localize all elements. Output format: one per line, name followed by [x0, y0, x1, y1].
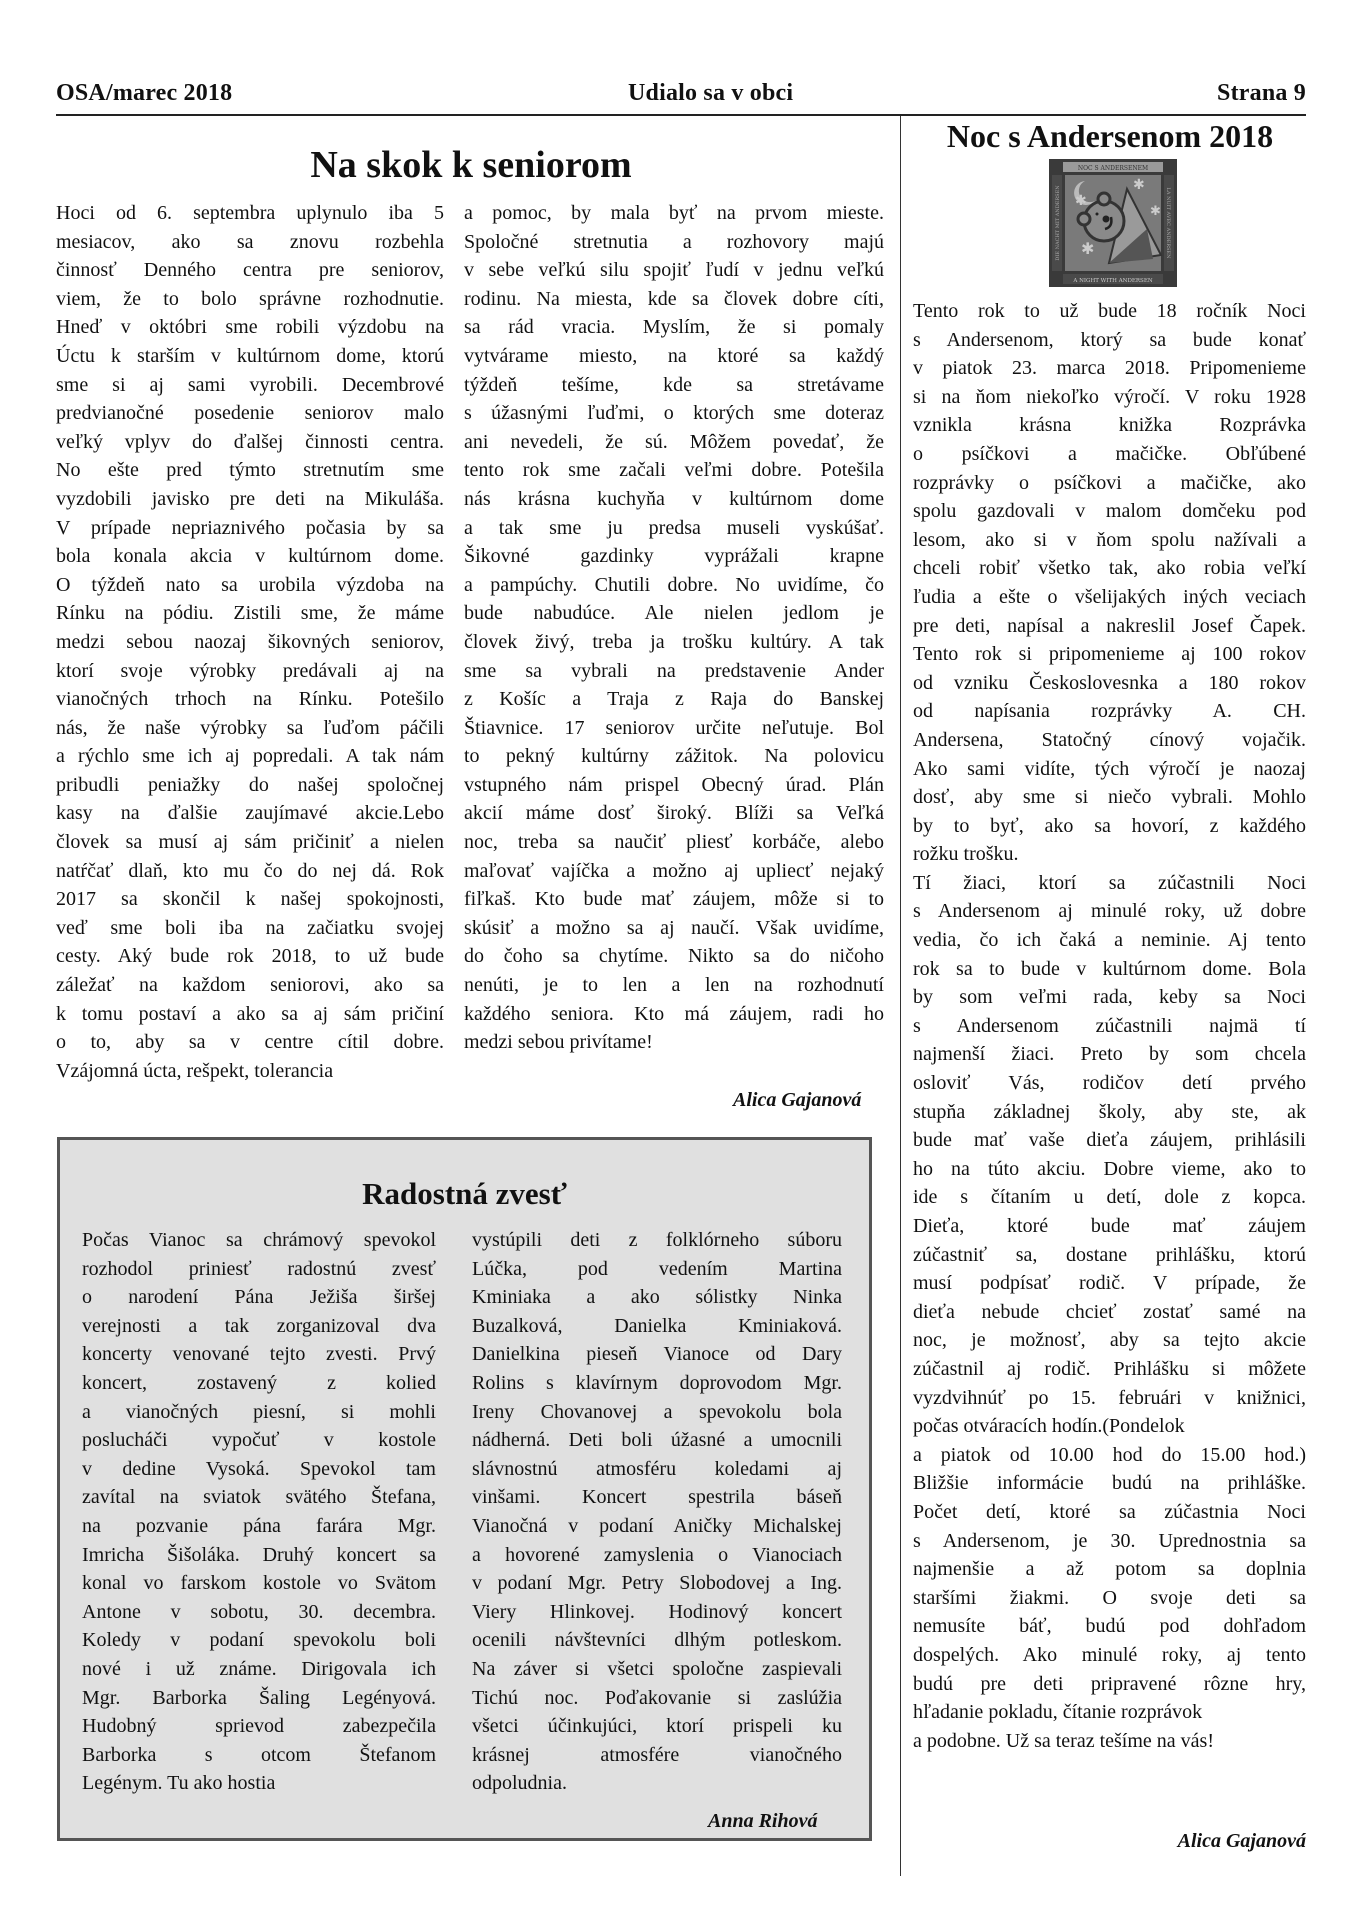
text-line: dospelých. Ako minulé roky, aj tento: [913, 1643, 1306, 1666]
text-line: Ako sami vidíte, tých výročí je naozaj: [913, 757, 1306, 780]
text-line: Počet detí, ktoré sa zúčastnia Noci: [913, 1500, 1306, 1523]
text-line: slávnostnú atmosféru koledami aj: [472, 1457, 842, 1480]
text-line: stupňa základnej školy, aby ste, ak: [913, 1100, 1306, 1123]
text-line: Danielkina pieseň Vianoce od Dary: [472, 1343, 842, 1366]
article-andersen-body: [913, 297, 1306, 1755]
text-line: činnosť Denného centra pre seniorov,: [56, 259, 444, 282]
text-line: Mgr. Barborka Šaling Legényová.: [82, 1686, 436, 1709]
text-line: Vzájomná úcta, rešpekt, tolerancia: [56, 1059, 334, 1082]
text-line: krásnej atmosfére vianočného: [472, 1743, 842, 1766]
text-line: predvianočné posedenie seniorov malo: [56, 402, 444, 425]
text-line: zúčastnil aj rodič. Prihlášku si môžete: [913, 1357, 1306, 1380]
text-line: ho na túto akciu. Dobre vieme, ako to: [913, 1157, 1306, 1180]
text-line: Rolins s klavírnym doprovodom Mgr.: [472, 1371, 842, 1394]
text-line: na pozvanie pána farára Mgr.: [82, 1514, 436, 1537]
text-line: pre deti, napísal a nakreslil Josef Čapek.: [913, 614, 1306, 637]
text-line: Tento rok to už bude 18 ročník Noci: [913, 300, 1306, 322]
svg-text:✱: ✱: [1133, 178, 1145, 193]
text-line: to pekný kultúrny zážitok. Na polovicu: [464, 745, 884, 768]
text-line: Šikovné gazdinky vyprážali krapne: [464, 545, 884, 568]
text-line: by som veľmi rada, keby sa Noci: [913, 986, 1306, 1009]
article-seniors-column-1: [56, 199, 444, 1085]
text-line: a tak sme ju predsa museli vyskúšať.: [464, 516, 884, 539]
article-title-christmas: Radostná zvesť: [362, 1176, 567, 1211]
text-line: s Andersenom, je 30. Uprednostnia sa: [913, 1529, 1306, 1552]
text-line: verejnosti a tak zorganizoval dva: [82, 1314, 436, 1337]
text-line: vstupného nám prispel Obecný úrad. Plán: [464, 773, 884, 796]
text-line: Na záver si všetci spoločne zaspievali: [472, 1657, 842, 1680]
text-line: s úžasnými ľuďmi, o ktorých sme doteraz: [464, 402, 884, 425]
text-line: zúčastniť sa, dostane prihlášku, ktorú: [913, 1243, 1306, 1266]
text-line: a hovorené zamyslenia o Vianociach: [472, 1543, 842, 1566]
text-line: Vianočná v podaní Aničky Michalskej: [472, 1514, 842, 1537]
text-line: vedia, čo ich čaká a neminie. Aj tento: [913, 929, 1306, 952]
text-line: musí podpísať rodič. V prípade, že: [913, 1272, 1306, 1295]
text-line: koncerty venované tejto zvesti. Prvý: [82, 1343, 436, 1366]
text-line: nás, že naše výrobky sa ľuďom páčili: [56, 716, 444, 739]
text-line: s Andersenom zúčastnili najmä tí: [913, 1014, 1306, 1037]
text-line: Buzalková, Danielka Kminiaková.: [472, 1314, 842, 1337]
text-line: kasy na ďalšie zaujímavé akcie.Lebo: [56, 802, 444, 825]
text-line: s Andersenom, ktorý sa bude konať: [913, 328, 1306, 351]
text-line: vyzdvihnúť po 15. februári v knižnici,: [913, 1386, 1306, 1409]
noc-s-andersenom-logo: [1049, 159, 1177, 287]
text-line: Imricha Šišoláka. Druhý koncert sa: [82, 1543, 436, 1566]
text-line: od napísania rozprávky A. CH.: [913, 700, 1306, 723]
text-line: záležať na každom seniorovi, ako sa: [56, 974, 444, 997]
text-line: od vzniku Českoslovesnka a 180 rokov: [913, 671, 1306, 694]
text-line: vystúpili deti z folklórneho súboru: [472, 1229, 842, 1251]
text-line: by to byť, ako sa hovorí, z každého: [913, 814, 1306, 837]
text-line: Úctu k starším v kultúrnom dome, ktorú: [56, 344, 444, 367]
text-line: Kminiaka a ako sólistky Ninka: [472, 1286, 842, 1309]
text-line: medzi sebou privítame!: [464, 1031, 653, 1054]
text-line: osloviť Vás, rodičov detí prvého: [913, 1072, 1306, 1095]
author-signature-seniors: Alica Gajanová: [733, 1089, 862, 1111]
text-line: zavítal na sviatok svätého Štefana,: [82, 1486, 436, 1509]
text-line: hľadanie pokladu, čítanie rozprávok: [913, 1701, 1203, 1724]
svg-text:✱: ✱: [1150, 203, 1161, 218]
text-line: Rínku na pódiu. Zistili sme, že máme: [56, 602, 444, 625]
text-line: mesiacov, ako sa znovu rozbehla: [56, 230, 444, 253]
text-line: a vianočných piesní, si mohli: [82, 1400, 436, 1423]
text-line: pribudli peniažky do našej spoločnej: [56, 773, 444, 796]
text-line: Hoci od 6. septembra uplynulo iba 5: [56, 202, 444, 224]
text-line: viem, že to bolo správne rozhodnutie.: [56, 287, 444, 310]
text-line: rozhodol priniesť radostnú zvesť: [82, 1257, 436, 1280]
text-line: spolu gazdovali v malom domčeku pod: [913, 500, 1306, 523]
text-line: veď sme boli iba na začiatku svojej: [56, 916, 444, 939]
article-title-seniors: Na skok k seniorom: [310, 144, 632, 186]
text-line: akcií máme dosť široký. Blíži sa Veľká: [464, 802, 884, 825]
logo-left-text: DIE NACHT MIT ANDERSEN: [1055, 185, 1061, 261]
text-line: Ireny Chovanovej a spevokolu bola: [472, 1400, 842, 1423]
text-line: Spoločné stretnutia a rozhovory majú: [464, 230, 884, 253]
text-line: rožku trošku.: [913, 843, 1019, 866]
text-line: nové i už známe. Dirigovala ich: [82, 1657, 436, 1680]
text-line: v sebe veľkú silu spojiť ľudí v jednu veľkú: [464, 259, 884, 282]
text-line: Lúčka, pod vedením Martina: [472, 1257, 842, 1280]
text-line: Viery Hlinkovej. Hodinový koncert: [472, 1600, 842, 1623]
text-line: o narodení Pána Ježiša širšej: [82, 1286, 436, 1309]
column-divider: [900, 116, 901, 1876]
text-line: sme si aj sami vyrobili. Decembrové: [56, 373, 444, 396]
text-line: odpoludnia.: [472, 1772, 567, 1795]
text-line: o to, aby sa v centre cítil dobre.: [56, 1031, 444, 1054]
text-line: staršími žiakmi. O svoje deti sa: [913, 1586, 1306, 1609]
text-line: vinšami. Koncert spestrila báseň: [472, 1486, 842, 1509]
text-line: človek živý, treba ja trošku kultúry. A tak: [464, 630, 884, 653]
text-line: Tí žiaci, ktorí sa zúčastnili Noci: [913, 871, 1306, 894]
text-line: do čoho sa chytíme. Nikto sa do ničoho: [464, 945, 884, 968]
text-line: s Andersenom aj minulé roky, už dobre: [913, 900, 1306, 923]
text-line: najmenší žiaci. Preto by som chcela: [913, 1043, 1306, 1066]
text-line: lesom, ako si v ňom spolu nažívali a: [913, 528, 1306, 551]
text-line: nás krásna kuchyňa v kultúrnom dome: [464, 487, 884, 510]
text-line: vyzdobili javisko pre deti na Mikuláša.: [56, 487, 444, 510]
article-christmas-column-1: [82, 1226, 436, 1798]
text-line: O týždeň nato sa urobila výzdoba na: [56, 573, 444, 596]
text-line: Bližšie informácie budú na prihláške.: [913, 1472, 1306, 1495]
text-line: týždeň tešíme, kde sa stretávame: [464, 373, 884, 396]
text-line: sa rád vracia. Myslím, že si pomaly: [464, 316, 884, 339]
text-line: vianočných trhoch na Rínku. Potešilo: [56, 688, 444, 711]
text-line: a pomoc, by mala byť na prvom mieste.: [464, 202, 884, 224]
logo-bottom-text: A NIGHT WITH ANDERSEN: [1073, 278, 1153, 284]
text-line: Tichú noc. Poďakovanie si zaslúžia: [472, 1686, 842, 1709]
text-line: ľudia a ešte o všelijakých iných veciach: [913, 585, 1306, 608]
author-signature-andersen: Alica Gajanová: [1177, 1830, 1306, 1852]
text-line: konal vo farskom kostole vo Svätom: [82, 1572, 436, 1595]
text-line: vytvárame miesto, na ktoré sa každý: [464, 344, 884, 367]
text-line: človek sa musí aj sám pričiniť a nielen: [56, 831, 444, 854]
text-line: maľovať vajíčka a možno aj uplieсť nejaký: [464, 859, 884, 882]
text-line: budú pre deti pripravené rôzne hry,: [913, 1672, 1306, 1695]
text-line: Hneď v októbri sme robili výzdobu na: [56, 316, 444, 339]
text-line: Štiavnice. 17 seniorov určite neľutuje. Bol: [464, 716, 884, 739]
text-line: Počas Vianoc sa chrámový spevokol: [82, 1229, 436, 1251]
text-line: nádherná. Deti boli úžasné a umocnili: [472, 1429, 842, 1452]
text-line: každého seniora. Kto má záujem, radi ho: [464, 1002, 884, 1025]
text-line: Andersena, Statočný cínový vojačik.: [913, 728, 1306, 751]
text-line: Legénym. Tu ako hostia: [82, 1772, 276, 1795]
text-line: dosť, aby sme si niečo vybrali. Mohlo: [913, 786, 1306, 809]
svg-text:✱: ✱: [1075, 194, 1087, 209]
text-line: rok sa to bude v kultúrnom dome. Bola: [913, 957, 1306, 980]
text-line: medzi sebou naozaj šikovných seniorov,: [56, 630, 444, 653]
text-line: noc, je možnosť, aby sa tejto akcie: [913, 1329, 1306, 1352]
text-line: k tomu postaví a ako sa aj sám pričiní: [56, 1002, 444, 1025]
text-line: V prípade nepriaznivého počasia by sa: [56, 516, 444, 539]
text-line: a piatok od 10.00 hod do 15.00 hod.): [913, 1443, 1306, 1466]
text-line: nemusíte báť, budú pod dohľadom: [913, 1615, 1306, 1638]
text-line: a rýchlo sme ich aj popredali. A tak nám: [56, 745, 444, 768]
text-line: chceli robiť všetko tak, ako robia veľkí: [913, 557, 1306, 580]
teddy-bear-logo-icon: [1049, 159, 1177, 287]
article-christmas-column-2: [472, 1226, 842, 1798]
text-line: v dedine Vysoká. Spevokol tam: [82, 1457, 436, 1480]
text-line: noc, treba sa naučiť pliesť korbáče, alebo: [464, 831, 884, 854]
logo-top-text: NOC S ANDERSENEM: [1077, 165, 1149, 172]
text-line: 2017 sa skončil k našej spokojnosti,: [56, 888, 444, 911]
text-line: Tento rok si pripomenieme aj 100 rokov: [913, 643, 1306, 666]
header-rule: [56, 114, 1306, 116]
text-line: cesty. Aký bude rok 2018, to už bude: [56, 945, 444, 968]
text-line: No ešte pred týmto stretnutím sme: [56, 459, 444, 482]
text-line: bude mať vaše dieťa záujem, prihlásili: [913, 1129, 1306, 1152]
text-line: tento rok sme začali veľmi dobre. Potešila: [464, 459, 884, 482]
text-line: Barborka s otcom Štefanom: [82, 1743, 436, 1766]
text-line: a podobne. Už sa teraz tešíme na vás!: [913, 1729, 1214, 1752]
text-line: si na ňom niekoľko výročí. V roku 1928: [913, 385, 1306, 408]
text-line: a pampúchy. Chutili dobre. No uvidíme, čo: [464, 573, 884, 596]
text-line: ktorí svoje výrobky predávali aj na: [56, 659, 444, 682]
text-line: bola konala akcia v kultúrnom dome.: [56, 545, 444, 568]
text-line: koncert, zostavený z kolied: [82, 1371, 436, 1394]
text-line: nenúti, je to len a len na rozhodnutí: [464, 974, 884, 997]
text-line: poslucháči vypočuť v kostole: [82, 1429, 436, 1452]
text-line: rozprávky o psíčkovi a mačičke, ako: [913, 471, 1306, 494]
text-line: ide s čítaním u detí, dole z kopca.: [913, 1186, 1306, 1209]
text-line: sme sa vybrali na predstavenie Ander: [464, 659, 884, 682]
text-line: ani nevedeli, že sú. Môžem povedať, že: [464, 430, 884, 453]
text-line: rodinu. Na miesta, kde sa človek dobre cíti,: [464, 287, 884, 310]
text-line: ocenili návštevníci dlhým potleskom.: [472, 1629, 842, 1652]
text-line: veľký vplyv do ďalšej činnosti centra.: [56, 430, 444, 453]
text-line: počas otváracích hodín.(Pondelok: [913, 1415, 1185, 1438]
article-title-andersen: Noc s Andersenom 2018: [946, 118, 1274, 154]
text-line: dieťa nebude chcieť zostať samé na: [913, 1300, 1306, 1323]
text-line: bude nabudúce. Ale nielen jedlom je: [464, 602, 884, 625]
text-line: vznikla krásna knižka Rozprávka: [913, 414, 1306, 437]
text-line: všetci účinkujúci, ktorí prispeli ku: [472, 1715, 842, 1738]
header-section: Udialo sa v obci: [628, 80, 794, 106]
svg-text:✱: ✱: [1081, 241, 1095, 258]
logo-right-text: LA NUIT AVEC ANDERSEN: [1165, 187, 1171, 259]
article-seniors-column-2: [464, 199, 884, 1057]
text-line: Koledy v podaní spevokolu boli: [82, 1629, 436, 1652]
text-line: najmenšie a až potom sa doplnia: [913, 1558, 1306, 1581]
text-line: skúsiť a možno sa aj naučí. Však uvidíme,: [464, 916, 884, 939]
text-line: Hudobný sprievod zabezpečila: [82, 1715, 436, 1738]
text-line: Dieťa, ktoré bude mať záujem: [913, 1215, 1306, 1237]
text-line: z Košíc a Traja z Raja do Banskej: [464, 688, 884, 711]
text-line: v podaní Mgr. Petry Slobodovej a Ing.: [472, 1572, 842, 1595]
text-line: Antone v sobotu, 30. decembra.: [82, 1600, 436, 1623]
text-line: v piatok 23. marca 2018. Pripomenieme: [913, 357, 1306, 380]
author-signature-christmas: Anna Rihová: [708, 1810, 818, 1832]
text-line: o psíčkovi a mačičke. Obľúbené: [913, 442, 1306, 465]
header-page-number: Strana 9: [1217, 80, 1306, 106]
header-publication: OSA/marec 2018: [56, 80, 233, 106]
text-line: natŕčať dlaň, kto mu čo do nej dá. Rok: [56, 859, 444, 882]
text-line: fiľkaš. Kto bude mať záujem, môže si to: [464, 888, 884, 911]
